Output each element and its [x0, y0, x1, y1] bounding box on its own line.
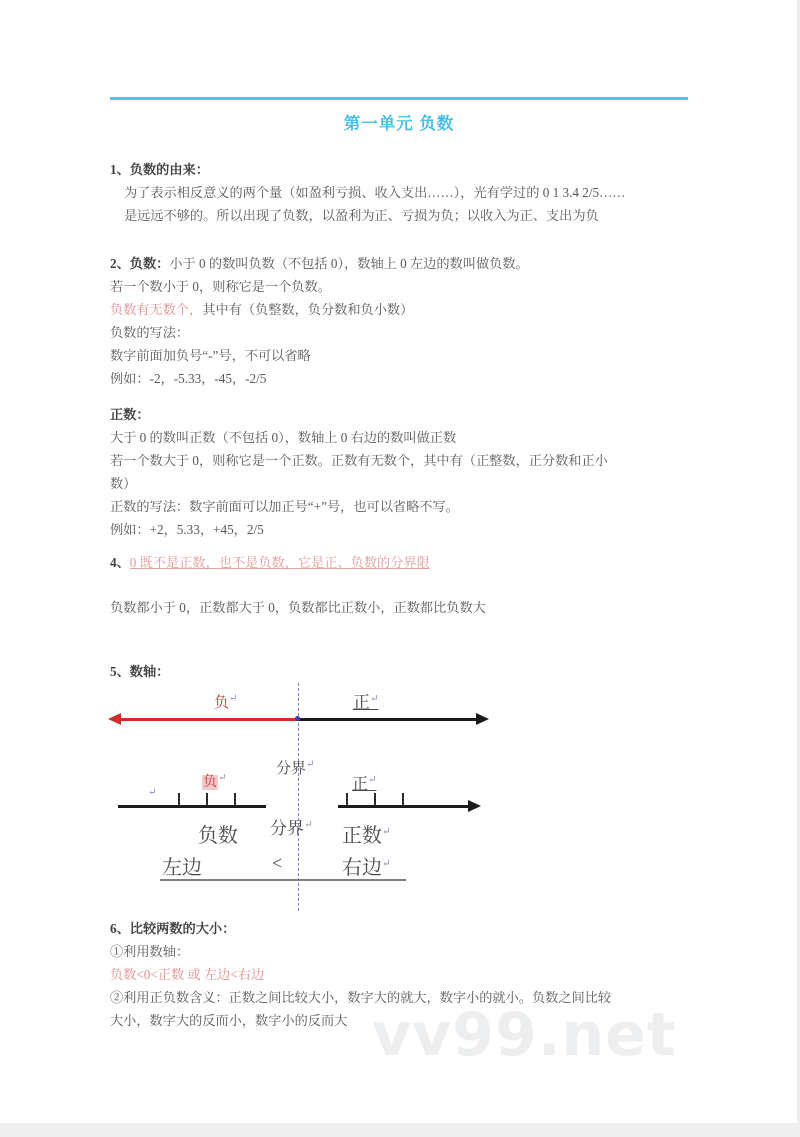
zero-boundary-statement: 0 既不是正数，也不是负数，它是正、负数的分界限: [129, 555, 430, 570]
section-2-line-2: 若一个数小于 0，则称它是一个负数。: [110, 279, 331, 294]
header-rule: [110, 97, 688, 100]
section-4-heading-number: 4、: [110, 555, 130, 570]
boundary-label-top: 分界↵: [276, 759, 315, 777]
tick-mark: [402, 793, 404, 806]
section-3-heading: 正数：: [110, 407, 150, 422]
negative-infinite-note: 负数有无数个，: [110, 302, 203, 317]
tick-mark: [346, 793, 348, 806]
section-5-heading: 5、数轴：: [110, 664, 170, 679]
page-edge-bottom: [0, 1123, 800, 1137]
section-2-line-3: [110, 298, 688, 321]
section-1-line-2: 是远远不够的。所以出现了负数，以盈利为正、亏损为负；以收入为正、支出为负: [124, 208, 599, 223]
second-axis-right-arrow-icon: [468, 800, 481, 812]
section-zero-boundary: [110, 551, 688, 619]
section-negative-numbers: [110, 252, 688, 390]
tick-mark: [178, 793, 180, 806]
top-axis-negative-segment: [116, 718, 298, 721]
second-axis-positive-segment: [338, 805, 472, 808]
section-4-line-2: 负数都小于 0，正数都大于 0，负数都比正数小，正数都比负数大: [110, 600, 486, 615]
section-3-line-1: 大于 0 的数叫正数（不包括 0），数轴上 0 右边的数叫做正数: [110, 430, 457, 445]
section-2-example: 例如：-2，-5.33，-45，-2/5: [110, 371, 267, 386]
comparison-right-label: 右边↵: [342, 857, 391, 879]
top-axis-positive-label: 正↵: [353, 693, 379, 712]
comparison-left-label: 左边: [162, 857, 202, 879]
section-3-line-2: 若一个数大于 0，则称它是一个正数。正数有无数个，其中有（正整数，正分数和正小: [110, 453, 608, 468]
section-2-heading-rest: 小于 0 的数叫负数（不包括 0），数轴上 0 左边的数叫做负数。: [169, 256, 529, 271]
section-2-heading-term: 负数：: [129, 256, 170, 271]
section-negative-origin: [110, 158, 688, 227]
second-axis-negative-label: 负↵: [203, 772, 227, 790]
negative-numbers-region-label: 负数: [198, 825, 238, 847]
section-2-line-3-rest: 其中有（负整数，负分数和负小数）: [202, 302, 414, 317]
section-6-heading: 6、比较两数的大小：: [110, 921, 236, 936]
section-2-line-5: 数字前面加负号“-”号，不可以省略: [110, 348, 311, 363]
right-arrow-icon: [476, 713, 489, 725]
comparison-operator: <: [272, 853, 283, 873]
boundary-label-bottom: 分界↵: [270, 819, 313, 838]
tick-mark: [374, 793, 376, 806]
section-4-heading: [110, 551, 688, 574]
site-watermark: vv99.net: [372, 1000, 677, 1070]
page-title: 第一单元 负数: [343, 115, 455, 133]
second-axis-negative-segment: [118, 805, 266, 808]
section-6-item-2-line-2: 大小，数字大的反而小，数字小的反而大: [110, 1013, 348, 1028]
section-2-heading-number: 2、: [110, 256, 130, 271]
number-line-diagram: [110, 683, 500, 918]
positive-numbers-region-label: 正数↵: [342, 825, 391, 847]
top-axis-negative-label: 负↵: [214, 693, 238, 711]
section-1-heading: 1、负数的由来：: [110, 162, 209, 177]
section-2-heading: [110, 252, 688, 275]
left-arrow-icon: [108, 713, 121, 725]
second-axis-positive-label: 正↵: [352, 774, 377, 793]
origin-dot: [295, 716, 300, 721]
section-2-line-4: 负数的写法：: [110, 325, 190, 340]
top-axis-positive-segment: [298, 718, 480, 721]
section-6-item-1: ①利用数轴：: [110, 944, 190, 959]
tick-mark: [206, 793, 208, 806]
second-axis-return-mark: ↵: [148, 787, 157, 798]
section-6-item-2-line-1: ②利用正负数含义：正数之间比较大小，数字大的就大，数字小的就小。负数之间比较: [110, 990, 612, 1005]
tick-mark: [234, 793, 236, 806]
section-1-line-1: 为了表示相反意义的两个量（如盈利亏损、收入支出……），光有学过的 0 1 3.4 2/5……: [124, 185, 626, 200]
section-3-example: 例如：+2，5.33，+45，2/5: [110, 522, 264, 537]
section-number-line: [110, 660, 688, 683]
section-3-line-3: 数）: [110, 476, 137, 491]
section-positive-numbers: [110, 403, 688, 541]
compare-rule-highlight: 负数<0<正数 或 左边<右边: [110, 967, 265, 982]
section-3-line-4: 正数的写法：数字前面可以加正号“+”号，也可以省略不写。: [110, 499, 459, 514]
